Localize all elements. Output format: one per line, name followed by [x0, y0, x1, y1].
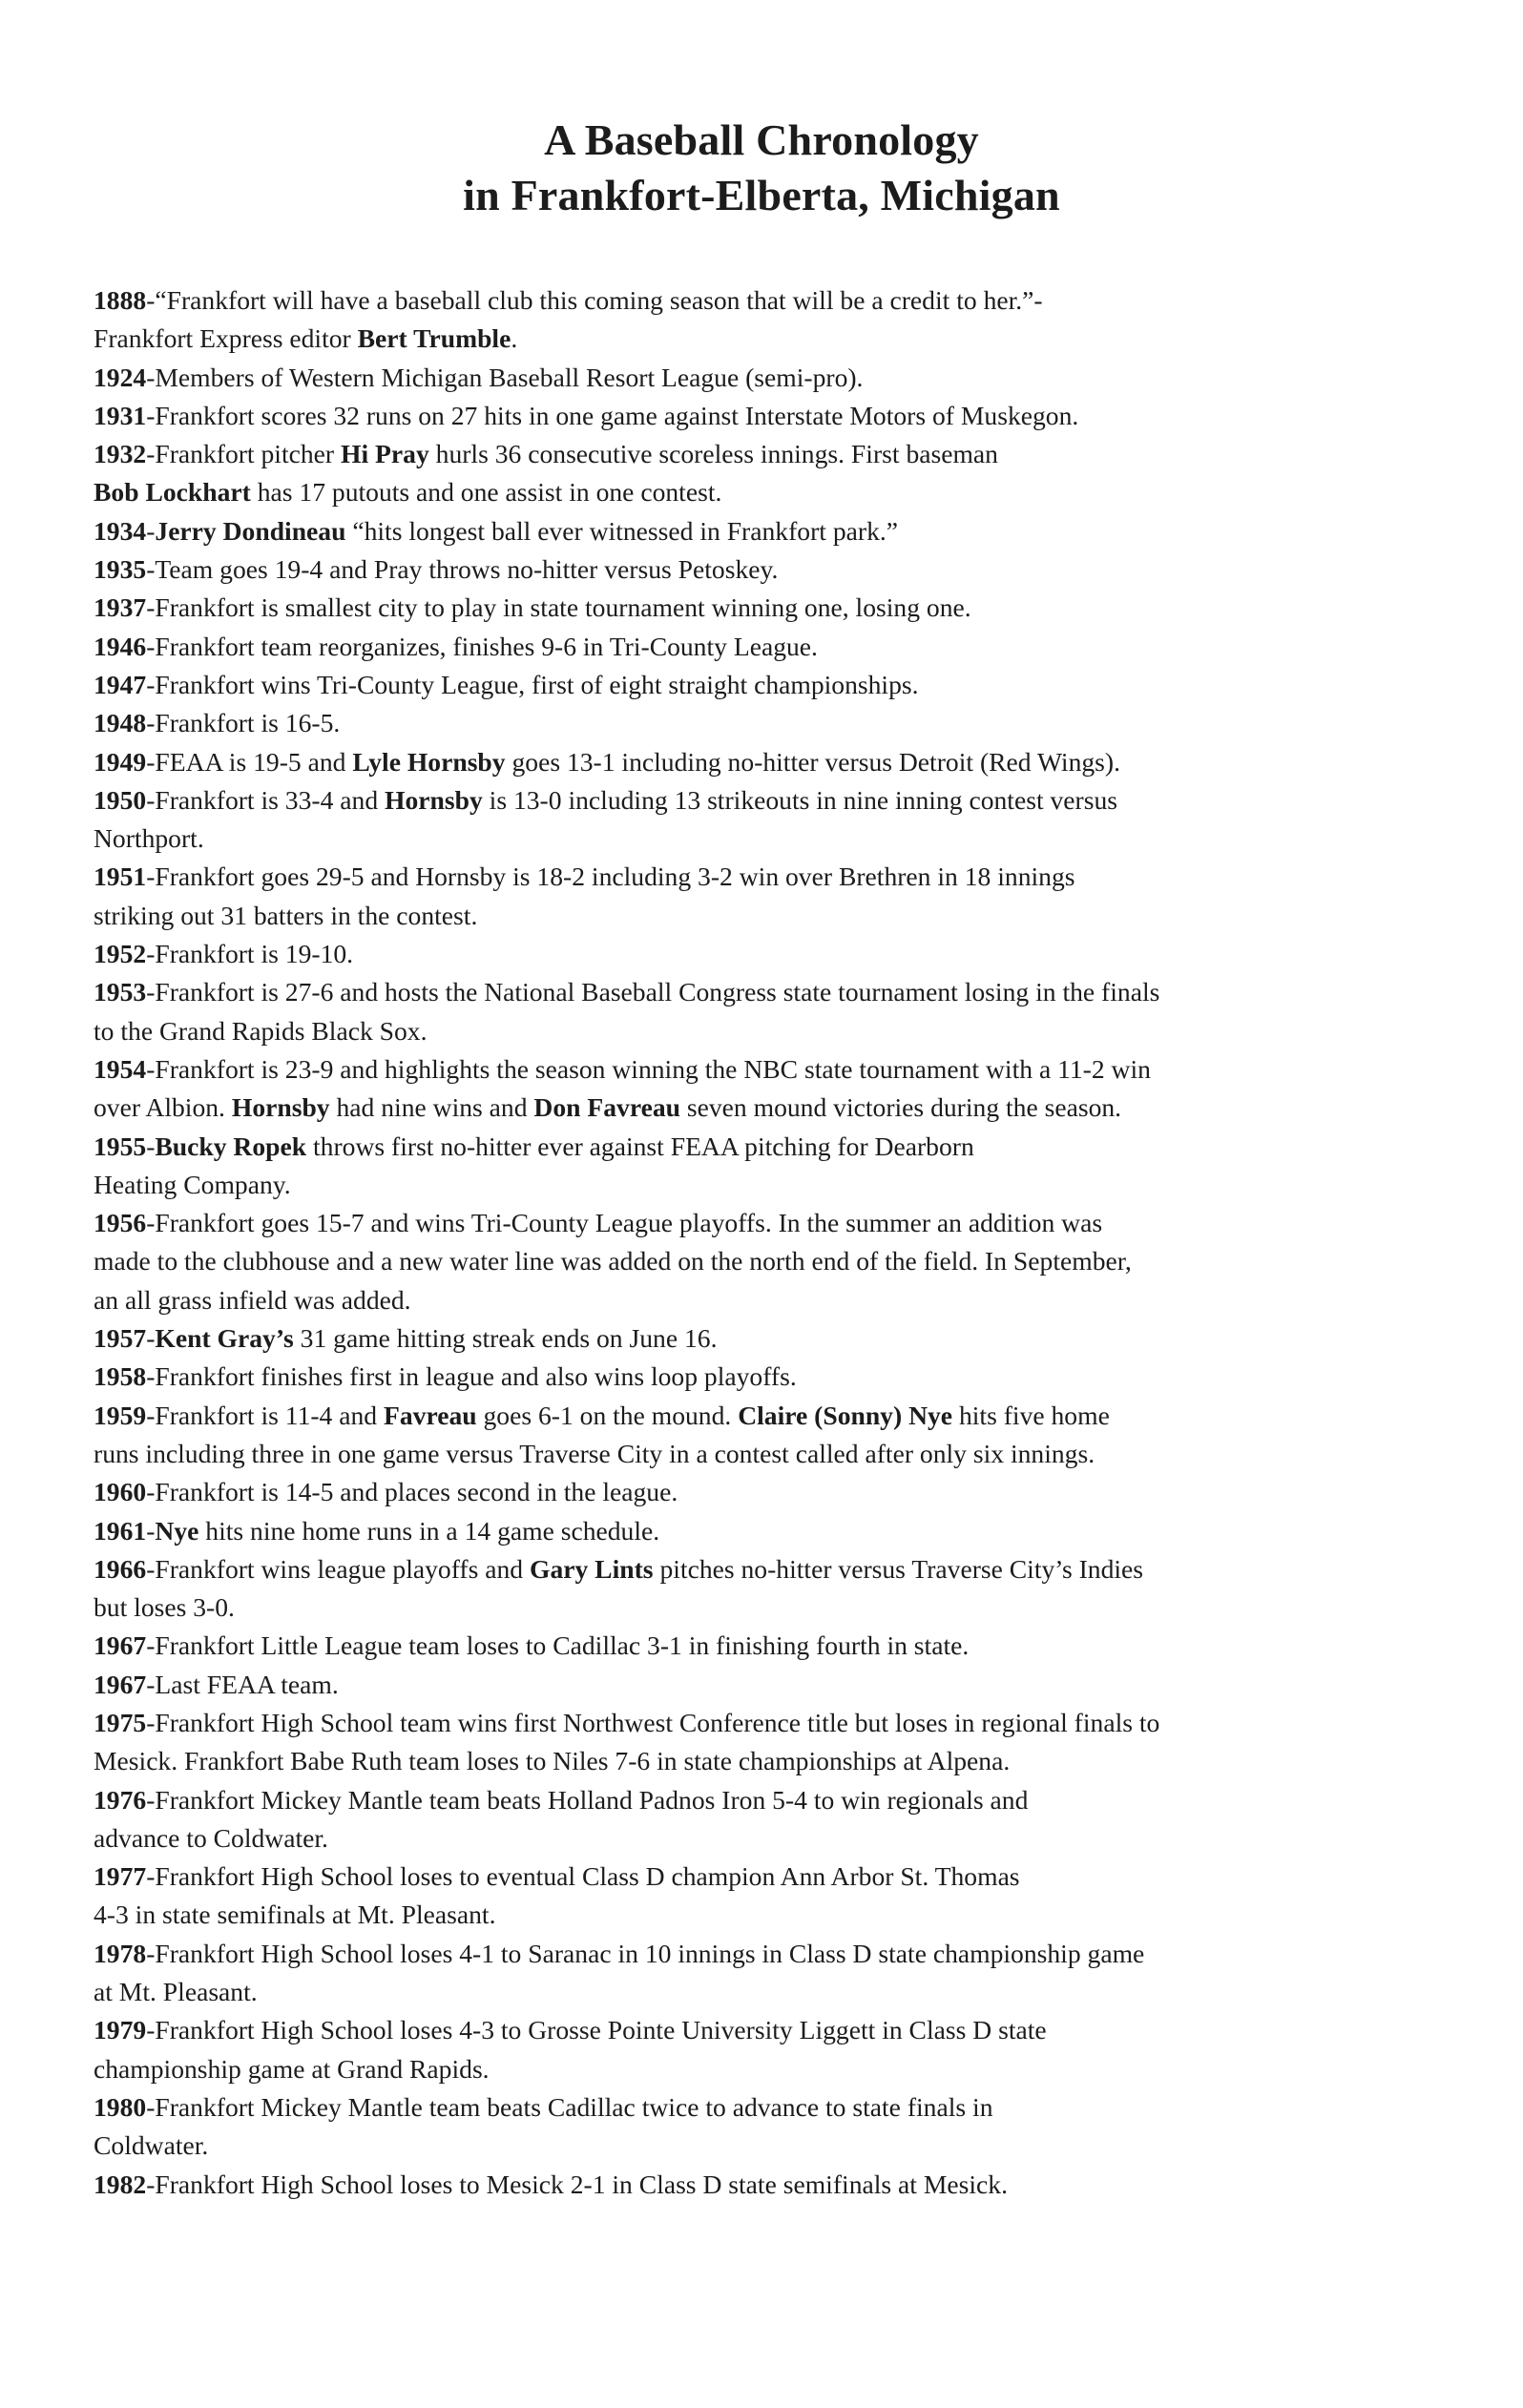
entry-text: -Frankfort is 19-10.: [146, 939, 354, 969]
entry-year: 1980: [94, 2091, 147, 2122]
chronology-entry: [94, 1050, 1410, 1128]
chronology-entry: [94, 1512, 1410, 1550]
chronology-entry: [94, 973, 1410, 1050]
chronology-entry: [94, 666, 1410, 704]
chronology-entry: [94, 2011, 1410, 2088]
entry-line: [94, 1819, 1410, 1858]
chronology-entry: [94, 935, 1410, 973]
entry-text: -Frankfort scores 32 runs on 27 hits in one game against Interstate Motors of Muskegon.: [146, 400, 1079, 430]
entry-text: made to the clubhouse and a new water line was added on the north end of the field. In September,: [94, 1246, 1132, 1277]
chronology-entry: [94, 704, 1410, 742]
entry-text: -: [146, 1515, 156, 1546]
entry-text: -Frankfort High School loses 4-1 to Saranac in 10 innings in Class D state championship game: [146, 1938, 1145, 1968]
entry-year: 1937: [94, 592, 147, 623]
entry-line: [94, 2050, 1410, 2088]
entry-text: an all grass infield was added.: [94, 1284, 411, 1315]
entry-year: 1979: [94, 2015, 147, 2045]
entry-name-bold: Claire (Sonny) Nye: [738, 1400, 953, 1430]
entry-text: runs including three in one game versus Traverse City in a contest called after only six innings.: [94, 1438, 1095, 1468]
entry-text: -Frankfort wins league playoffs and: [146, 1553, 530, 1584]
entry-text: -Frankfort Little League team loses to Cadillac 3-1 in finishing fourth in state.: [146, 1630, 970, 1661]
entry-text: 31 game hitting streak ends on June 16.: [293, 1323, 718, 1354]
chronology-entry: [94, 512, 1410, 550]
chronology-entry: [94, 1666, 1410, 1704]
entry-line: [94, 1281, 1410, 1319]
entry-line: [94, 1358, 1410, 1396]
entry-year: 1954: [94, 1053, 147, 1084]
entry-year: 1949: [94, 746, 147, 777]
entry-year: 1967: [94, 1630, 147, 1661]
entry-year: 1966: [94, 1553, 147, 1584]
chronology-entry: [94, 1935, 1410, 2012]
entry-year: 1948: [94, 708, 147, 738]
entry-line: [94, 1742, 1410, 1780]
entry-line: [94, 858, 1410, 896]
entry-line: [94, 666, 1410, 704]
entry-line: [94, 1973, 1410, 2011]
entry-line: [94, 1666, 1410, 1704]
entry-text: Coldwater.: [94, 2130, 209, 2161]
entry-text: -Frankfort finishes first in league and also wins loop playoffs.: [146, 1361, 797, 1392]
entry-line: [94, 320, 1410, 358]
entry-name-bold: Hi Pray: [341, 439, 429, 469]
entry-line: [94, 1781, 1410, 1819]
entry-text: to the Grand Rapids Black Sox.: [94, 1015, 428, 1046]
chronology-entry: [94, 1397, 1410, 1474]
entry-name-bold: Bert Trumble: [357, 323, 511, 354]
title-line-2: in Frankfort-Elberta, Michigan: [463, 171, 1060, 219]
chronology-entry: [94, 1550, 1410, 1628]
entry-text: hits nine home runs in a 14 game schedule.: [198, 1515, 660, 1546]
entry-name-bold: Lyle Hornsby: [352, 746, 506, 777]
entry-line: [94, 512, 1410, 550]
entry-text: .: [511, 323, 518, 354]
entry-text: -Members of Western Michigan Baseball Resort League (semi-pro).: [146, 362, 864, 392]
entry-year: 1932: [94, 439, 147, 469]
entry-year: 1958: [94, 1361, 147, 1392]
entry-text: striking out 31 batters in the contest.: [94, 900, 478, 930]
chronology-entry: [94, 858, 1410, 935]
entry-text: -: [146, 515, 156, 546]
entry-year: 1955: [94, 1131, 147, 1161]
entry-text: Frankfort Express editor: [94, 323, 358, 354]
entry-line: [94, 397, 1410, 435]
entry-year: 1953: [94, 977, 147, 1007]
entry-line: [94, 1858, 1410, 1896]
chronology-entry: [94, 2088, 1410, 2166]
entry-year: 1934: [94, 515, 147, 546]
entry-text: -Frankfort Mickey Mantle team beats Cadillac twice to advance to state finals in: [146, 2091, 993, 2122]
entry-text: Northport.: [94, 823, 204, 854]
chronology-entry: [94, 628, 1410, 666]
chronology-entry: [94, 1704, 1410, 1781]
chronology-entry: [94, 1128, 1410, 1205]
chronology-entry: [94, 550, 1410, 589]
chronology-list: [94, 281, 1410, 2204]
entry-name-bold: Don Favreau: [533, 1092, 680, 1123]
entry-text: -Frankfort Mickey Mantle team beats Holland Padnos Iron 5-4 to win regionals and: [146, 1784, 1029, 1815]
entry-text: is 13-0 including 13 strikeouts in nine inning contest versus: [482, 784, 1118, 815]
entry-text: at Mt. Pleasant.: [94, 1977, 258, 2007]
entry-text: advance to Coldwater.: [94, 1822, 328, 1853]
entry-text: -Frankfort High School loses 4-3 to Grosse Pointe University Liggett in Class D state: [146, 2015, 1047, 2045]
entry-line: [94, 359, 1410, 397]
entry-year: 1956: [94, 1208, 147, 1238]
entry-line: [94, 589, 1410, 627]
entry-name-bold: Gary Lints: [529, 1553, 654, 1584]
chronology-entry: [94, 1858, 1410, 1935]
entry-text: -Frankfort goes 29-5 and Hornsby is 18-2 including 3-2 win over Brethren in 18 innings: [146, 861, 1075, 892]
entry-text: had nine wins and: [329, 1092, 534, 1123]
entry-year: 1946: [94, 631, 147, 661]
entry-line: [94, 1012, 1410, 1050]
entry-text: hurls 36 consecutive scoreless innings. First baseman: [428, 439, 998, 469]
entry-year: 1935: [94, 554, 147, 585]
entry-line: [94, 435, 1410, 473]
entry-text: -Frankfort pitcher: [146, 439, 342, 469]
entry-text: hits five home: [952, 1400, 1110, 1430]
entry-year: 1959: [94, 1400, 147, 1430]
chronology-entry: [94, 589, 1410, 627]
entry-text: -Frankfort goes 15-7 and wins Tri-County League playoffs. In the summer an addition was: [146, 1208, 1103, 1238]
entry-text: -Frankfort wins Tri-County League, first of eight straight championships.: [146, 669, 919, 699]
entry-text: -Frankfort is smallest city to play in state tournament winning one, losing one.: [146, 592, 971, 623]
entry-text: -: [146, 1323, 156, 1354]
entry-text: -Frankfort team reorganizes, finishes 9-6 in Tri-County League.: [146, 631, 818, 661]
entry-text: -Last FEAA team.: [146, 1669, 339, 1699]
entry-year: 1982: [94, 2169, 147, 2199]
entry-year: 1952: [94, 939, 147, 969]
entry-text: -Frankfort is 33-4 and: [146, 784, 386, 815]
entry-year: 1931: [94, 400, 147, 430]
entry-line: [94, 704, 1410, 742]
chronology-entry: [94, 1473, 1410, 1511]
entry-text: -FEAA is 19-5 and: [146, 746, 353, 777]
chronology-entry: [94, 397, 1410, 435]
entry-text: -Frankfort High School loses to eventual Class D champion Ann Arbor St. Thomas: [146, 1861, 1020, 1892]
entry-line: [94, 1204, 1410, 1242]
chronology-entry: [94, 2166, 1410, 2204]
entry-text: throws first no-hitter ever against FEAA pitching for Dearborn: [306, 1131, 974, 1161]
entry-line: [94, 2088, 1410, 2127]
title-line-1: A Baseball Chronology: [544, 115, 979, 164]
entry-line: [94, 1550, 1410, 1588]
entry-text: -Frankfort High School team wins first Northwest Conference title but loses in regional finals to: [146, 1707, 1160, 1737]
entry-line: [94, 973, 1410, 1011]
entry-line: [94, 2166, 1410, 2204]
entry-year: 1978: [94, 1938, 147, 1968]
entry-text: -Frankfort is 16-5.: [146, 708, 341, 738]
entry-text: -Team goes 19-4 and Pray throws no-hitter versus Petoskey.: [146, 554, 779, 585]
entry-text: has 17 putouts and one assist in one contest.: [250, 477, 722, 508]
entry-name-bold: Hornsby: [231, 1092, 330, 1123]
chronology-entry: [94, 781, 1410, 859]
entry-line: [94, 1319, 1410, 1358]
entry-name-bold: Hornsby: [385, 784, 483, 815]
page-title: [0, 113, 1523, 223]
entry-text: -“Frankfort will have a baseball club this coming season that will be a credit to her.”-: [146, 285, 1043, 315]
entry-text: Heating Company.: [94, 1169, 291, 1199]
entry-line: [94, 935, 1410, 973]
chronology-entry: [94, 1204, 1410, 1319]
entry-year: 1977: [94, 1861, 147, 1892]
entry-line: [94, 550, 1410, 589]
entry-year: 1951: [94, 861, 147, 892]
entry-line: [94, 781, 1410, 820]
entry-text: -Frankfort is 23-9 and highlights the season winning the NBC state tournament with a 11-2 win: [146, 1053, 1151, 1084]
entry-text: -: [146, 1131, 156, 1161]
entry-line: [94, 1588, 1410, 1627]
entry-line: [94, 1435, 1410, 1473]
entry-line: [94, 1397, 1410, 1435]
entry-year: 1947: [94, 669, 147, 699]
entry-name-bold: Favreau: [384, 1400, 477, 1430]
entry-name-bold: Jerry Dondineau: [155, 515, 346, 546]
chronology-entry: [94, 743, 1410, 781]
entry-line: [94, 1512, 1410, 1550]
entry-line: [94, 897, 1410, 935]
chronology-entry: [94, 1627, 1410, 1665]
entry-name-bold: Kent Gray’s: [155, 1323, 294, 1354]
chronology-entry: [94, 1781, 1410, 1858]
entry-line: [94, 1128, 1410, 1166]
chronology-entry: [94, 1358, 1410, 1396]
entry-text: seven mound victories during the season.: [679, 1092, 1122, 1123]
entry-name-bold: Nye: [155, 1515, 199, 1546]
entry-name-bold: Bucky Ropek: [155, 1131, 307, 1161]
entry-text: -Frankfort High School loses to Mesick 2-1 in Class D state semifinals at Mesick.: [146, 2169, 1008, 2199]
entry-text: “hits longest ball ever witnessed in Frankfort park.”: [345, 515, 899, 546]
chronology-entry: [94, 435, 1410, 512]
entry-line: [94, 1242, 1410, 1280]
entry-year: 1961: [94, 1515, 147, 1546]
entry-year: 1950: [94, 784, 147, 815]
entry-line: [94, 1896, 1410, 1934]
entry-text: goes 6-1 on the mound.: [476, 1400, 739, 1430]
entry-line: [94, 2127, 1410, 2165]
entry-line: [94, 1166, 1410, 1204]
entry-text: goes 13-1 including no-hitter versus Detroit (Red Wings).: [505, 746, 1121, 777]
entry-text: 4-3 in state semifinals at Mt. Pleasant.: [94, 1899, 496, 1930]
entry-line: [94, 1473, 1410, 1511]
entry-text: Mesick. Frankfort Babe Ruth team loses to Niles 7-6 in state championships at Alpena.: [94, 1746, 1011, 1776]
entry-year: 1976: [94, 1784, 147, 1815]
entry-name-bold: Bob Lockhart: [94, 477, 251, 508]
chronology-entry: [94, 359, 1410, 397]
entry-text: over Albion.: [94, 1092, 232, 1123]
entry-line: [94, 1935, 1410, 1973]
entry-line: [94, 628, 1410, 666]
entry-text: -Frankfort is 11-4 and: [146, 1400, 384, 1430]
chronology-entry: [94, 281, 1410, 359]
entry-line: [94, 1627, 1410, 1665]
entry-line: [94, 281, 1410, 320]
entry-year: 1975: [94, 1707, 147, 1737]
chronology-entry: [94, 1319, 1410, 1358]
entry-year: 1957: [94, 1323, 147, 1354]
entry-text: but loses 3-0.: [94, 1592, 235, 1623]
entry-text: -Frankfort is 27-6 and hosts the National Baseball Congress state tournament losing in the finals: [146, 977, 1160, 1007]
entry-text: pitches no-hitter versus Traverse City’s Indies: [653, 1553, 1144, 1584]
entry-line: [94, 1704, 1410, 1742]
entry-line: [94, 743, 1410, 781]
entry-line: [94, 1050, 1410, 1089]
entry-text: -Frankfort is 14-5 and places second in the league.: [146, 1477, 678, 1507]
entry-line: [94, 1089, 1410, 1127]
entry-line: [94, 820, 1410, 858]
entry-line: [94, 2011, 1410, 2049]
entry-line: [94, 473, 1410, 511]
entry-year: 1924: [94, 362, 147, 392]
entry-year: 1967: [94, 1669, 147, 1699]
entry-year: 1888: [94, 285, 147, 315]
entry-year: 1960: [94, 1477, 147, 1507]
entry-text: championship game at Grand Rapids.: [94, 2053, 490, 2084]
